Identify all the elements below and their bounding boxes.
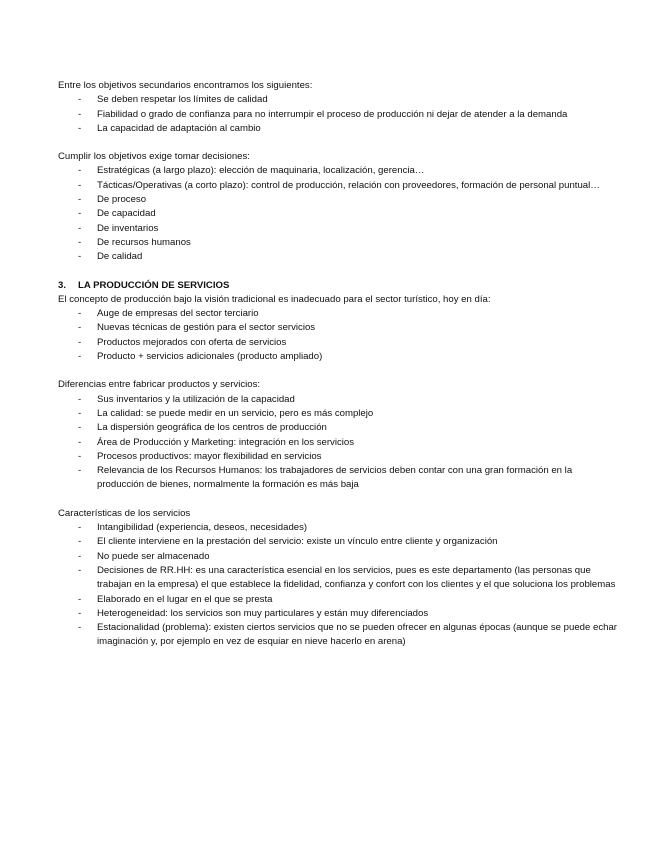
list-item: - Fiabilidad o grado de confianza para no interrumpir el proceso de producción ni dejar de atender a la demanda bbox=[58, 108, 618, 122]
section-title: LA PRODUCCIÓN DE SERVICIOS bbox=[78, 279, 230, 291]
list-item: - Estratégicas (a largo plazo): elección de maquinaria, localización, gerencia… bbox=[58, 164, 618, 178]
list-item: - No puede ser almacenado bbox=[58, 550, 618, 564]
caracteristicas-list bbox=[58, 521, 618, 650]
objetivos-intro: Entre los objetivos secundarios encontramos los siguientes: bbox=[58, 80, 313, 91]
list-item: - Productos mejorados con oferta de servicios bbox=[58, 336, 618, 350]
seccion3-intro: El concepto de producción bajo la visión tradicional es inadecuado para el sector turístico, hoy en día: bbox=[58, 293, 491, 305]
decisiones-intro: Cumplir los objetivos exige tomar decisiones: bbox=[58, 151, 250, 163]
section-heading bbox=[58, 279, 618, 293]
caracteristicas-intro: Características de los servicios bbox=[58, 507, 191, 519]
list-item: - Sus inventarios y la utilización de la capacidad bbox=[58, 393, 618, 407]
list-item: - Nuevas técnicas de gestión para el sector servicios bbox=[58, 321, 618, 335]
list-item: - De calidad bbox=[58, 250, 618, 264]
list-item: - Auge de empresas del sector terciario bbox=[58, 307, 618, 321]
list-item: - Decisiones de RR.HH: es una característica esencial en los servicios, pues es este departamento (las personas que trabajan en la empresa) el que establece la fidelidad, confianza y confort con los clientes y el que soluciona los problemas bbox=[58, 564, 618, 593]
list-item: - Heterogeneidad: los servicios son muy particulares y están muy diferenciados bbox=[58, 607, 618, 621]
list-item: - Producto + servicios adicionales (producto ampliado) bbox=[58, 350, 618, 364]
diferencias-intro: Diferencias entre fabricar productos y servicios: bbox=[58, 379, 261, 391]
list-item: - La capacidad de adaptación al cambio bbox=[58, 122, 618, 136]
diferencias-list bbox=[58, 393, 618, 493]
list-item: - Estacionalidad (problema): existen ciertos servicios que no se pueden ofrecer en algunas épocas (aunque se puede echar imaginación y, por ejemplo en vez de esquiar en nieve hacerlo en arena) bbox=[58, 621, 618, 650]
list-item: - De proceso bbox=[58, 193, 618, 207]
list-item: - Procesos productivos: mayor flexibilidad en servicios bbox=[58, 450, 618, 464]
list-item: - Área de Producción y Marketing: integración en los servicios bbox=[58, 436, 618, 450]
list-item: - Relevancia de los Recursos Humanos: los trabajadores de servicios deben contar con una gran formación en la producción de bienes, normalmente la formación es más baja bbox=[58, 464, 618, 493]
list-item: - De recursos humanos bbox=[58, 236, 618, 250]
seccion3-list bbox=[58, 307, 618, 364]
document-page bbox=[58, 79, 618, 650]
spacer bbox=[58, 265, 618, 279]
list-item: - Intangibilidad (experiencia, deseos, necesidades) bbox=[58, 521, 618, 535]
list-item: - La calidad: se puede medir en un servicio, pero es más complejo bbox=[58, 407, 618, 421]
spacer bbox=[58, 136, 618, 150]
spacer bbox=[58, 493, 618, 507]
spacer bbox=[58, 364, 618, 378]
list-item: - De capacidad bbox=[58, 207, 618, 221]
list-item: - La dispersión geográfica de los centros de producción bbox=[58, 421, 618, 435]
list-item: - Se deben respetar los límites de calidad bbox=[58, 93, 618, 107]
list-item: - Elaborado en el lugar en el que se presta bbox=[58, 593, 618, 607]
list-item: - De inventarios bbox=[58, 222, 618, 236]
list-item: - Tácticas/Operativas (a corto plazo): control de producción, relación con proveedores, formación de personal puntual… bbox=[58, 179, 618, 193]
section-number: 3. bbox=[58, 279, 67, 291]
decisiones-list bbox=[58, 164, 618, 264]
objetivos-list bbox=[58, 93, 618, 136]
list-item: - El cliente interviene en la prestación del servicio: existe un vínculo entre cliente y organización bbox=[58, 535, 618, 549]
